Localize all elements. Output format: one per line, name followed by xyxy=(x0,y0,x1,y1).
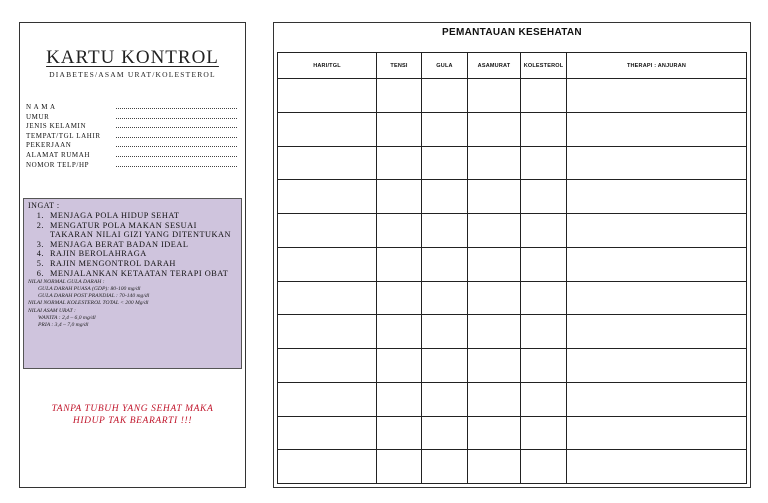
reminder-item xyxy=(28,240,237,250)
table-cell[interactable] xyxy=(521,247,567,281)
table-cell[interactable] xyxy=(567,180,747,214)
field-row xyxy=(26,151,241,161)
table-cell[interactable] xyxy=(521,416,567,450)
table-row xyxy=(278,382,747,416)
field-row xyxy=(26,132,241,142)
table-cell[interactable] xyxy=(468,281,521,315)
table-cell[interactable] xyxy=(521,315,567,349)
reminder-text: RAJIN MENGONTROL DARAH xyxy=(50,258,176,268)
identity-fields xyxy=(26,103,241,170)
table-cell[interactable] xyxy=(521,382,567,416)
table-cell[interactable] xyxy=(278,146,377,180)
table-cell[interactable] xyxy=(278,382,377,416)
table-cell[interactable] xyxy=(278,315,377,349)
field-label: JENIS KELAMIN xyxy=(26,122,87,131)
control-card xyxy=(19,22,246,488)
column-header: THERAPI : ANJURAN xyxy=(567,53,747,79)
table-cell[interactable] xyxy=(377,450,422,484)
reminder-number: 2. xyxy=(36,220,44,230)
table-cell[interactable] xyxy=(468,146,521,180)
table-cell[interactable] xyxy=(468,112,521,146)
table-cell[interactable] xyxy=(468,349,521,383)
table-row xyxy=(278,180,747,214)
table-row xyxy=(278,247,747,281)
table-cell[interactable] xyxy=(422,79,468,113)
sheet-title: PEMANTAUAN KESEHATAN xyxy=(442,27,582,38)
field-row xyxy=(26,103,241,113)
reminder-list xyxy=(28,211,237,278)
reminder-item xyxy=(28,259,237,269)
table-cell[interactable] xyxy=(377,180,422,214)
card-title: KARTU KONTROL xyxy=(46,47,219,68)
field-label: TEMPAT/TGL LAHIR xyxy=(26,131,101,140)
table-cell[interactable] xyxy=(521,349,567,383)
reminder-text: MENJAGA BERAT BADAN IDEAL xyxy=(50,239,189,249)
reminder-item xyxy=(28,221,237,240)
table-cell[interactable] xyxy=(468,315,521,349)
normal-values xyxy=(28,279,237,329)
normal-value-line: NILAI NORMAL GULA DARAH : xyxy=(28,279,105,286)
reminder-number: 3. xyxy=(36,239,44,249)
table-cell[interactable] xyxy=(422,315,468,349)
table-cell[interactable] xyxy=(377,214,422,248)
table-row xyxy=(278,79,747,113)
reminder-item xyxy=(28,249,237,259)
table-cell[interactable] xyxy=(278,214,377,248)
reminder-number: 4. xyxy=(36,249,44,259)
table-cell[interactable] xyxy=(422,214,468,248)
table-cell[interactable] xyxy=(377,315,422,349)
field-blank-line[interactable] xyxy=(116,151,237,157)
table-cell[interactable] xyxy=(278,180,377,214)
table-cell[interactable] xyxy=(468,79,521,113)
table-cell[interactable] xyxy=(278,450,377,484)
table-row xyxy=(278,281,747,315)
table-cell[interactable] xyxy=(468,180,521,214)
table-row xyxy=(278,112,747,146)
column-header: TENSI xyxy=(377,53,422,79)
table-cell[interactable] xyxy=(278,79,377,113)
table-cell[interactable] xyxy=(567,79,747,113)
table-cell[interactable] xyxy=(468,382,521,416)
normal-value-line: GULA DARAH PUASA (GDP): 80-100 mg/dl xyxy=(38,286,141,293)
table-cell[interactable] xyxy=(521,450,567,484)
table-row xyxy=(278,416,747,450)
table-cell[interactable] xyxy=(377,79,422,113)
table-cell[interactable] xyxy=(567,382,747,416)
reminder-number: 1. xyxy=(36,211,44,220)
normal-value-line: PRIA : 3,4 – 7,0 mg/dl xyxy=(38,321,89,328)
table-cell[interactable] xyxy=(422,450,468,484)
field-row xyxy=(26,161,241,171)
table-cell[interactable] xyxy=(377,416,422,450)
table-cell[interactable] xyxy=(278,281,377,315)
table-row xyxy=(278,146,747,180)
column-header: HARI/TGL xyxy=(278,53,377,79)
table-cell[interactable] xyxy=(567,146,747,180)
table-cell[interactable] xyxy=(377,247,422,281)
reminder-box xyxy=(23,198,242,369)
normal-value-line: GULA DARAH POST PRANDIAL : 70-140 mg/dl xyxy=(38,293,150,300)
reminder-text: MENJAGA POLA HIDUP SEHAT xyxy=(50,211,180,220)
table-row xyxy=(278,450,747,484)
table-row xyxy=(278,315,747,349)
table-cell[interactable] xyxy=(278,349,377,383)
table-cell[interactable] xyxy=(377,146,422,180)
reminder-heading: INGAT : xyxy=(28,201,60,210)
table-cell[interactable] xyxy=(521,281,567,315)
normal-value-line: NILAI NORMAL KOLESTEROL TOTAL < 200 Mg/dl xyxy=(28,300,149,307)
table-body xyxy=(278,79,747,484)
table-cell[interactable] xyxy=(521,146,567,180)
table-cell[interactable] xyxy=(567,112,747,146)
reminder-number: 6. xyxy=(36,268,44,278)
reminder-item xyxy=(28,211,237,221)
table-cell[interactable] xyxy=(468,450,521,484)
reminder-text: MENJALANKAN KETAATAN TERAPI OBAT xyxy=(50,268,229,278)
table-cell[interactable] xyxy=(567,315,747,349)
table-cell[interactable] xyxy=(278,416,377,450)
card-subtitle: DIABETES/ASAM URAT/KOLESTEROL xyxy=(49,70,216,79)
table-cell[interactable] xyxy=(422,416,468,450)
table-cell[interactable] xyxy=(377,112,422,146)
column-header: GULA xyxy=(422,53,468,79)
table-cell[interactable] xyxy=(567,450,747,484)
normal-value-line: WANITA : 2,4 – 6,0 mg/dl xyxy=(38,314,96,321)
slogan-line: HIDUP TAK BEARARTI !!! xyxy=(72,416,193,426)
normal-value-line: NILAI ASAM URAT : xyxy=(28,307,76,314)
slogan xyxy=(20,403,245,427)
reminder-number: 5. xyxy=(36,258,44,268)
field-blank-line[interactable] xyxy=(116,132,237,138)
field-label: N A M A xyxy=(26,103,56,111)
table-cell[interactable] xyxy=(468,416,521,450)
table-cell[interactable] xyxy=(567,416,747,450)
field-row xyxy=(26,141,241,151)
table-row xyxy=(278,214,747,248)
table-cell[interactable] xyxy=(422,349,468,383)
table-cell[interactable] xyxy=(521,180,567,214)
reminder-text: RAJIN BEROLAHRAGA xyxy=(50,249,147,259)
table-cell[interactable] xyxy=(377,382,422,416)
field-label: PEKERJAAN xyxy=(26,141,72,150)
monitoring-table xyxy=(277,52,747,484)
slogan-line: TANPA TUBUH YANG SEHAT MAKA xyxy=(51,404,214,414)
field-blank-line[interactable] xyxy=(116,122,237,128)
table-cell[interactable] xyxy=(468,247,521,281)
table-cell[interactable] xyxy=(278,112,377,146)
table-cell[interactable] xyxy=(567,247,747,281)
table-cell[interactable] xyxy=(422,180,468,214)
field-blank-line[interactable] xyxy=(116,161,237,167)
table-cell[interactable] xyxy=(422,146,468,180)
table-cell[interactable] xyxy=(422,281,468,315)
table-cell[interactable] xyxy=(521,79,567,113)
monitoring-sheet xyxy=(273,22,751,488)
column-header: ASAMURAT xyxy=(468,53,521,79)
column-header: KOLESTEROL xyxy=(521,53,567,79)
table-cell[interactable] xyxy=(567,281,747,315)
reminder-text: MENGATUR POLA MAKAN SESUAI TAKARAN NILAI GIZI YANG DITENTUKAN xyxy=(50,220,232,240)
table-cell[interactable] xyxy=(468,214,521,248)
table-cell[interactable] xyxy=(567,349,747,383)
table-cell[interactable] xyxy=(422,382,468,416)
field-blank-line[interactable] xyxy=(116,103,237,109)
field-blank-line[interactable] xyxy=(116,113,237,119)
field-row xyxy=(26,122,241,132)
table-cell[interactable] xyxy=(278,247,377,281)
table-cell[interactable] xyxy=(521,112,567,146)
table-row xyxy=(278,349,747,383)
table-header-row xyxy=(278,53,747,79)
field-row xyxy=(26,113,241,123)
table-cell[interactable] xyxy=(377,281,422,315)
table-cell[interactable] xyxy=(521,214,567,248)
field-label: UMUR xyxy=(26,112,50,121)
table-cell[interactable] xyxy=(422,112,468,146)
field-blank-line[interactable] xyxy=(116,141,237,147)
table-cell[interactable] xyxy=(377,349,422,383)
reminder-item xyxy=(28,269,237,279)
table-cell[interactable] xyxy=(567,214,747,248)
field-label: ALAMAT RUMAH xyxy=(26,150,91,159)
table-cell[interactable] xyxy=(422,247,468,281)
field-label: NOMOR TELP/HP xyxy=(26,160,90,169)
